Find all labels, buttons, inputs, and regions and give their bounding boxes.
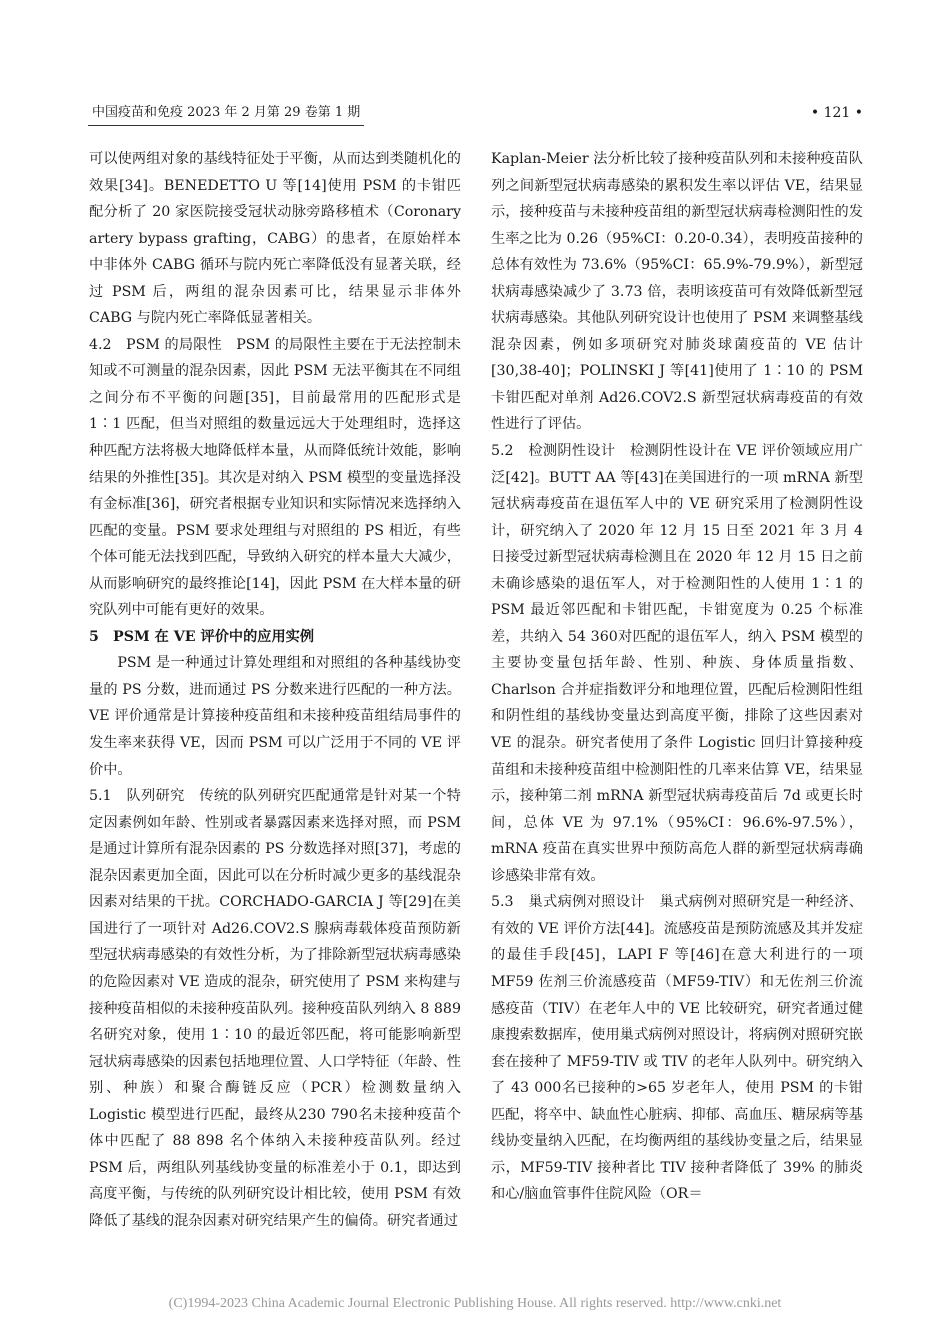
paragraph: Kaplan-Meier 法分析比较了接种疫苗队列和未接种疫苗队列之间新型冠状病毒感染的累积发生率以评估 VE，结果显示，接种疫苗与未接种疫苗组的新型冠状病毒检测阳性的发生率之比为 0.26（95%CI：0.20-0.34），表明疫苗接种的总体有效性为 73.6%（95%CI：65.9%-79.9%），新型冠状病毒感染减少了 3.73 倍，表明该疫苗可有效降低新型冠状病毒感染。其他队列研究设计也使用了 PSM 来调整基线混杂因素，例如多项研究对肺炎球菌疫苗的 VE 估计[30,38-40]；POLINSKI J 等[41]使用了 1∶10 的 PSM 卡钳匹配对单剂 Ad26.COV2.S 新型冠状病毒疫苗的有效性进行了评估。 — [491, 151, 863, 433]
paragraph: 5.3 巢式病例对照设计 巢式病例对照研究是一种经济、有效的 VE 评价方法[44]。流感疫苗是预防流感及其并发症的最佳手段[45]，LAPI F 等[46]在意大利进行的一项 MF59 佐剂三价流感疫苗（MF59-TIV）和无佐剂三价流感疫苗（TIV）在老年人中的 VE 比较研究，研究者通过健康搜索数据库，使用巢式病例对照设计，将病例对照研究嵌套在接种了 MF59-TIV 或 TIV 的老年人队列中。研究纳入了 43 000名已接种的>65 岁老年人，使用 PSM 的卡钳匹配，将卒中、缺血性心脏病、抑郁、高血压、糖尿病等基线协变量纳入匹配，在均衡两组的基线协变量之后，结果显示，MF59-TIV 接种者比 TIV 接种者降低了 39% 的肺炎和心/脑血管事件住院风险（OR＝ — [491, 894, 863, 1203]
right-column — [491, 146, 863, 1208]
paragraph: 可以使两组对象的基线特征处于平衡，从而达到类随机化的效果[34]。BENEDETTO U 等[14]使用 PSM 的卡钳匹配分析了 20 家医院接受冠状动脉旁路移植术（Coronary artery bypass grafting，CABG）的患者，在原始样本中非体外 CABG 循环与院内死亡率降低没有显著关联，经过 PSM 后，两组的混杂因素可比，结果显示非体外 CABG 与院内死亡率降低显著相关。 — [89, 151, 461, 327]
paragraph: 4.2 PSM 的局限性 PSM 的局限性主要在于无法控制未知或不可测量的混杂因素，因此 PSM 无法平衡其在不同组之间分布不平衡的问题[35]，目前最常用的匹配形式是 1∶1 匹配，但当对照组的数量远远大于处理组时，选择这种匹配方法将极大地降低样本量，从而降低统计效能，影响结果的外推性[35]。其次是对纳入 PSM 模型的变量选择没有金标准[36]，研究者根据专业知识和实际情况来选择纳入匹配的变量。PSM 要求处理组与对照组的 PS 相近，有些个体可能无法找到匹配，导致纳入研究的样本量大大减少，从而影响研究的最终推论[14]，因此 PSM 在大样本量的研究队列中可能有更好的效果。 — [89, 336, 461, 619]
journal-title: 中国疫苗和免疫 2023 年 2 月第 29 卷第 1 期 — [88, 104, 364, 126]
running-header — [88, 104, 863, 128]
paragraph: PSM 是一种通过计算处理组和对照组的各种基线协变量的 PS 分数，进而通过 PS 分数来进行匹配的一种方法。VE 评价通常是计算接种疫苗组和未接种疫苗组结局事件的发生率来获得 VE，因而 PSM 可以广泛用于不同的 VE 评价中。 — [89, 655, 461, 778]
copyright-footer: (C)1994-2023 China Academic Journal Electronic Publishing House. All rights reserved. http://www.cnki.net — [168, 1296, 782, 1311]
section-heading: 5 PSM 在 VE 评价中的应用实例 — [89, 628, 315, 645]
page-number: • 121 • — [810, 105, 863, 121]
paragraph: 5.1 队列研究 传统的队列研究匹配通常是针对某一个特定因素例如年龄、性别或者暴露因素来选择对照，而 PSM 是通过计算所有混杂因素的 PS 分数选择对照[37]，考虑的混杂因素更加全面，因此可以在分析时减少更多的基线混杂因素对结果的干扰。CORCHADO-GARCIA J 等[29]在美国进行了一项针对 Ad26.COV2.S 腺病毒载体疫苗预防新型冠状病毒感染的有效性分析，为了排除新型冠状病毒感染的危险因素对 VE 造成的混杂，研究使用了 PSM 来构建与接种疫苗相似的未接种疫苗队列。接种疫苗队列纳入 8 889 名研究对象，使用 1∶10 的最近邻匹配，将可能影响新型冠状病毒感染的因素包括地理位置、人口学特征（年龄、性别、种族）和聚合酶链反应（PCR）检测数量纳入 Logistic 模型进行匹配，最终从230 790名未接种疫苗个体中匹配了 88 898 名个体纳入未接种疫苗队列。经过 PSM 后，两组队列基线协变量的标准差小于 0.1，即达到高度平衡，与传统的队列研究设计相比较，使用 PSM 有效降低了基线的混杂因素对研究结果产生的偏倚。研究者通过 — [89, 788, 461, 1229]
left-column — [89, 146, 461, 1234]
paragraph: 5.2 检测阴性设计 检测阴性设计在 VE 评价领域应用广泛[42]。BUTT AA 等[43]在美国进行的一项 mRNA 新型冠状病毒疫苗在退伍军人中的 VE 研究采用了检测阴性设计，研究纳入了 2020 年 12 月 15 日至 2021 年 3 月 4 日接受过新型冠状病毒检测且在 2020 年 12 月 15 日之前未确诊感染的退伍军人，对于检测阳性的人使用 1∶1 的 PSM 最近邻匹配和卡钳匹配，卡钳宽度为 0.25 个标准差，共纳入 54 360对匹配的退伍军人，纳入 PSM 模型的主要协变量包括年龄、性别、种族、身体质量指数、Charlson 合并症指数评分和地理位置，匹配后检测阳性组和阴性组的基线协变量达到高度平衡，排除了这些因素对 VE 的混杂。研究者使用了条件 Logistic 回归计算接种疫苗组和未接种疫苗组中检测阳性的几率来估算 VE，结果显示，接种第二剂 mRNA 新型冠状病毒疫苗后 7d 或更长时间，总体 VE 为 97.1%（95%CI：96.6%-97.5%），mRNA 疫苗在真实世界中预防高危人群的新型冠状病毒确诊感染非常有效。 — [491, 443, 863, 884]
